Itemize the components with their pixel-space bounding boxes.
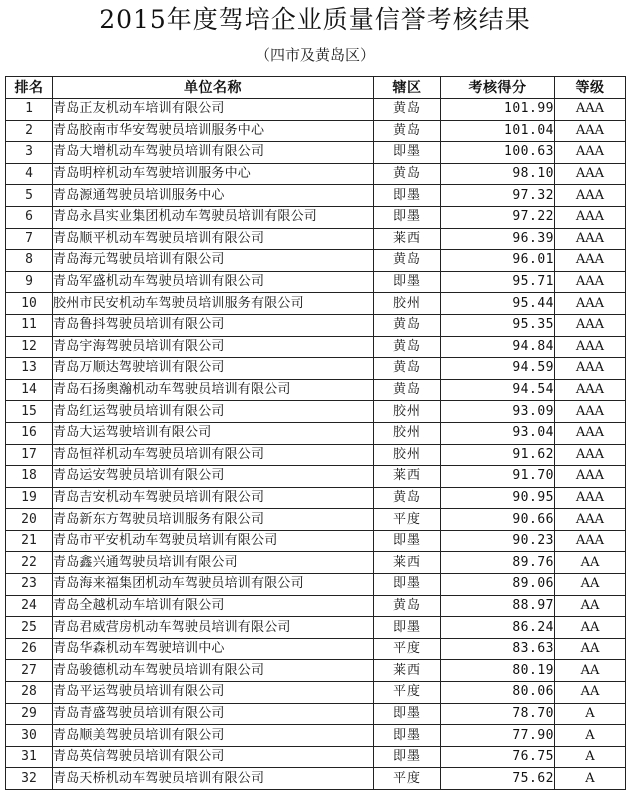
score-cell: 101.99 bbox=[441, 99, 555, 121]
grade-cell: AA bbox=[555, 682, 626, 704]
score-cell: 94.59 bbox=[441, 358, 555, 380]
table-row bbox=[6, 487, 626, 509]
score-cell: 94.54 bbox=[441, 379, 555, 401]
table-row bbox=[6, 163, 626, 185]
score-cell: 101.04 bbox=[441, 120, 555, 142]
table-row bbox=[6, 206, 626, 228]
table-row bbox=[6, 574, 626, 596]
company-name-cell: 青岛明梓机动车驾驶培训服务中心 bbox=[53, 163, 374, 185]
district-cell: 黄岛 bbox=[374, 120, 441, 142]
company-name-cell: 青岛恒祥机动车驾驶员培训有限公司 bbox=[53, 444, 374, 466]
rank-cell: 19 bbox=[6, 487, 53, 509]
header-rank: 排名 bbox=[6, 77, 53, 99]
district-cell: 莱西 bbox=[374, 552, 441, 574]
document-subtitle: （四市及黄岛区） bbox=[254, 46, 375, 64]
company-name-cell: 青岛青盛驾驶员培训有限公司 bbox=[53, 703, 374, 725]
score-cell: 77.90 bbox=[441, 725, 555, 747]
grade-cell: AAA bbox=[555, 379, 626, 401]
table-row bbox=[6, 99, 626, 121]
score-cell: 90.95 bbox=[441, 487, 555, 509]
rank-cell: 30 bbox=[6, 725, 53, 747]
grade-cell: AAA bbox=[555, 250, 626, 272]
rank-cell: 8 bbox=[6, 250, 53, 272]
company-name-cell: 青岛鲁抖驾驶员培训有限公司 bbox=[53, 314, 374, 336]
grade-cell: AAA bbox=[555, 530, 626, 552]
district-cell: 即墨 bbox=[374, 617, 441, 639]
rank-cell: 6 bbox=[6, 206, 53, 228]
score-cell: 98.10 bbox=[441, 163, 555, 185]
table-row bbox=[6, 768, 626, 790]
header-district: 辖区 bbox=[374, 77, 441, 99]
rank-cell: 20 bbox=[6, 509, 53, 531]
grade-cell: AAA bbox=[555, 142, 626, 164]
grade-cell: A bbox=[555, 703, 626, 725]
company-name-cell: 青岛宇海驾驶员培训有限公司 bbox=[53, 336, 374, 358]
score-cell: 96.01 bbox=[441, 250, 555, 272]
company-name-cell: 青岛大运驾驶培训有限公司 bbox=[53, 422, 374, 444]
grade-cell: AAA bbox=[555, 466, 626, 488]
district-cell: 即墨 bbox=[374, 530, 441, 552]
company-name-cell: 青岛红运驾驶员培训有限公司 bbox=[53, 401, 374, 423]
score-cell: 78.70 bbox=[441, 703, 555, 725]
district-cell: 黄岛 bbox=[374, 336, 441, 358]
score-cell: 100.63 bbox=[441, 142, 555, 164]
table-row bbox=[6, 401, 626, 423]
table-row bbox=[6, 358, 626, 380]
district-cell: 黄岛 bbox=[374, 250, 441, 272]
grade-cell: AA bbox=[555, 638, 626, 660]
grade-cell: AAA bbox=[555, 206, 626, 228]
table-row bbox=[6, 660, 626, 682]
rank-cell: 2 bbox=[6, 120, 53, 142]
district-cell: 即墨 bbox=[374, 703, 441, 725]
header-name: 单位名称 bbox=[53, 77, 374, 99]
score-cell: 97.32 bbox=[441, 185, 555, 207]
score-cell: 88.97 bbox=[441, 595, 555, 617]
table-row bbox=[6, 228, 626, 250]
table-row bbox=[6, 552, 626, 574]
district-cell: 莱西 bbox=[374, 660, 441, 682]
table-row bbox=[6, 250, 626, 272]
grade-cell: AAA bbox=[555, 163, 626, 185]
grade-cell: AA bbox=[555, 617, 626, 639]
header-score: 考核得分 bbox=[441, 77, 555, 99]
table-row bbox=[6, 336, 626, 358]
table-row bbox=[6, 120, 626, 142]
grade-cell: A bbox=[555, 768, 626, 790]
rank-cell: 3 bbox=[6, 142, 53, 164]
company-name-cell: 青岛平运驾驶员培训有限公司 bbox=[53, 682, 374, 704]
grade-cell: AAA bbox=[555, 422, 626, 444]
company-name-cell: 青岛正友机动车培训有限公司 bbox=[53, 99, 374, 121]
grade-cell: AAA bbox=[555, 336, 626, 358]
table-row bbox=[6, 185, 626, 207]
district-cell: 黄岛 bbox=[374, 358, 441, 380]
district-cell: 黄岛 bbox=[374, 99, 441, 121]
company-name-cell: 青岛大增机动车驾驶员培训有限公司 bbox=[53, 142, 374, 164]
score-cell: 91.70 bbox=[441, 466, 555, 488]
company-name-cell: 胶州市民安机动车驾驶员培训服务有限公司 bbox=[53, 293, 374, 315]
grade-cell: A bbox=[555, 746, 626, 768]
rank-cell: 23 bbox=[6, 574, 53, 596]
rank-cell: 1 bbox=[6, 99, 53, 121]
score-cell: 94.84 bbox=[441, 336, 555, 358]
district-cell: 即墨 bbox=[374, 574, 441, 596]
rank-cell: 24 bbox=[6, 595, 53, 617]
grade-cell: AAA bbox=[555, 271, 626, 293]
rank-cell: 26 bbox=[6, 638, 53, 660]
rank-cell: 9 bbox=[6, 271, 53, 293]
score-cell: 91.62 bbox=[441, 444, 555, 466]
rank-cell: 27 bbox=[6, 660, 53, 682]
rank-cell: 29 bbox=[6, 703, 53, 725]
district-cell: 即墨 bbox=[374, 142, 441, 164]
results-table bbox=[5, 76, 626, 790]
company-name-cell: 青岛运安驾驶员培训有限公司 bbox=[53, 466, 374, 488]
table-header-row bbox=[6, 77, 626, 99]
district-cell: 黄岛 bbox=[374, 163, 441, 185]
rank-cell: 14 bbox=[6, 379, 53, 401]
district-cell: 即墨 bbox=[374, 746, 441, 768]
district-cell: 黄岛 bbox=[374, 314, 441, 336]
district-cell: 即墨 bbox=[374, 271, 441, 293]
grade-cell: AAA bbox=[555, 228, 626, 250]
table-row bbox=[6, 509, 626, 531]
company-name-cell: 青岛军盛机动车驾驶员培训有限公司 bbox=[53, 271, 374, 293]
table-row bbox=[6, 725, 626, 747]
table-row bbox=[6, 142, 626, 164]
district-cell: 黄岛 bbox=[374, 595, 441, 617]
table-row bbox=[6, 293, 626, 315]
rank-cell: 13 bbox=[6, 358, 53, 380]
grade-cell: AAA bbox=[555, 99, 626, 121]
company-name-cell: 青岛华森机动车驾驶培训中心 bbox=[53, 638, 374, 660]
score-cell: 97.22 bbox=[441, 206, 555, 228]
rank-cell: 25 bbox=[6, 617, 53, 639]
company-name-cell: 青岛顺美驾驶员培训有限公司 bbox=[53, 725, 374, 747]
rank-cell: 16 bbox=[6, 422, 53, 444]
score-cell: 96.39 bbox=[441, 228, 555, 250]
rank-cell: 28 bbox=[6, 682, 53, 704]
company-name-cell: 青岛市平安机动车驾驶员培训有限公司 bbox=[53, 530, 374, 552]
table-row bbox=[6, 703, 626, 725]
company-name-cell: 青岛顺平机动车驾驶员培训有限公司 bbox=[53, 228, 374, 250]
district-cell: 即墨 bbox=[374, 206, 441, 228]
table-row bbox=[6, 271, 626, 293]
district-cell: 莱西 bbox=[374, 228, 441, 250]
table-row bbox=[6, 314, 626, 336]
table-body bbox=[6, 99, 626, 790]
rank-cell: 7 bbox=[6, 228, 53, 250]
district-cell: 胶州 bbox=[374, 401, 441, 423]
table-row bbox=[6, 530, 626, 552]
company-name-cell: 青岛新东方驾驶员培训服务有限公司 bbox=[53, 509, 374, 531]
company-name-cell: 青岛骏德机动车驾驶员培训有限公司 bbox=[53, 660, 374, 682]
grade-cell: AAA bbox=[555, 314, 626, 336]
table-row bbox=[6, 422, 626, 444]
score-cell: 80.19 bbox=[441, 660, 555, 682]
grade-cell: AA bbox=[555, 574, 626, 596]
district-cell: 平度 bbox=[374, 768, 441, 790]
grade-cell: AA bbox=[555, 552, 626, 574]
district-cell: 平度 bbox=[374, 682, 441, 704]
score-cell: 95.71 bbox=[441, 271, 555, 293]
table-row bbox=[6, 466, 626, 488]
company-name-cell: 青岛胶南市华安驾驶员培训服务中心 bbox=[53, 120, 374, 142]
district-cell: 即墨 bbox=[374, 185, 441, 207]
score-cell: 89.06 bbox=[441, 574, 555, 596]
grade-cell: AAA bbox=[555, 487, 626, 509]
company-name-cell: 青岛英信驾驶员培训有限公司 bbox=[53, 746, 374, 768]
rank-cell: 4 bbox=[6, 163, 53, 185]
company-name-cell: 青岛天桥机动车驾驶员培训有限公司 bbox=[53, 768, 374, 790]
company-name-cell: 青岛鑫兴通驾驶员培训有限公司 bbox=[53, 552, 374, 574]
table-row bbox=[6, 617, 626, 639]
rank-cell: 10 bbox=[6, 293, 53, 315]
grade-cell: AAA bbox=[555, 401, 626, 423]
company-name-cell: 青岛全越机动车培训有限公司 bbox=[53, 595, 374, 617]
rank-cell: 15 bbox=[6, 401, 53, 423]
grade-cell: AAA bbox=[555, 509, 626, 531]
score-cell: 80.06 bbox=[441, 682, 555, 704]
score-cell: 95.44 bbox=[441, 293, 555, 315]
company-name-cell: 青岛永昌实业集团机动车驾驶员培训有限公司 bbox=[53, 206, 374, 228]
district-cell: 莱西 bbox=[374, 466, 441, 488]
grade-cell: AAA bbox=[555, 185, 626, 207]
score-cell: 76.75 bbox=[441, 746, 555, 768]
grade-cell: AA bbox=[555, 595, 626, 617]
table-row bbox=[6, 595, 626, 617]
district-cell: 胶州 bbox=[374, 422, 441, 444]
company-name-cell: 青岛万顺达驾驶培训有限公司 bbox=[53, 358, 374, 380]
grade-cell: AAA bbox=[555, 293, 626, 315]
rank-cell: 5 bbox=[6, 185, 53, 207]
table-row bbox=[6, 638, 626, 660]
header-grade: 等级 bbox=[555, 77, 626, 99]
district-cell: 即墨 bbox=[374, 725, 441, 747]
rank-cell: 31 bbox=[6, 746, 53, 768]
company-name-cell: 青岛源通驾驶员培训服务中心 bbox=[53, 185, 374, 207]
table-row bbox=[6, 444, 626, 466]
grade-cell: AAA bbox=[555, 444, 626, 466]
score-cell: 75.62 bbox=[441, 768, 555, 790]
district-cell: 胶州 bbox=[374, 444, 441, 466]
company-name-cell: 青岛海元驾驶员培训有限公司 bbox=[53, 250, 374, 272]
rank-cell: 17 bbox=[6, 444, 53, 466]
rank-cell: 21 bbox=[6, 530, 53, 552]
table-row bbox=[6, 379, 626, 401]
rank-cell: 11 bbox=[6, 314, 53, 336]
company-name-cell: 青岛海来福集团机动车驾驶员培训有限公司 bbox=[53, 574, 374, 596]
score-cell: 90.66 bbox=[441, 509, 555, 531]
rank-cell: 22 bbox=[6, 552, 53, 574]
table-row bbox=[6, 746, 626, 768]
rank-cell: 18 bbox=[6, 466, 53, 488]
grade-cell: A bbox=[555, 725, 626, 747]
document-title: 2015年度驾培企业质量信誉考核结果 bbox=[99, 5, 531, 34]
grade-cell: AAA bbox=[555, 120, 626, 142]
score-cell: 83.63 bbox=[441, 638, 555, 660]
score-cell: 86.24 bbox=[441, 617, 555, 639]
score-cell: 93.04 bbox=[441, 422, 555, 444]
score-cell: 89.76 bbox=[441, 552, 555, 574]
rank-cell: 32 bbox=[6, 768, 53, 790]
company-name-cell: 青岛君威营房机动车驾驶员培训有限公司 bbox=[53, 617, 374, 639]
score-cell: 90.23 bbox=[441, 530, 555, 552]
grade-cell: AAA bbox=[555, 358, 626, 380]
district-cell: 胶州 bbox=[374, 293, 441, 315]
table-row bbox=[6, 682, 626, 704]
district-cell: 平度 bbox=[374, 638, 441, 660]
company-name-cell: 青岛吉安机动车驾驶员培训有限公司 bbox=[53, 487, 374, 509]
score-cell: 93.09 bbox=[441, 401, 555, 423]
score-cell: 95.35 bbox=[441, 314, 555, 336]
rank-cell: 12 bbox=[6, 336, 53, 358]
company-name-cell: 青岛石扬奥瀚机动车驾驶员培训有限公司 bbox=[53, 379, 374, 401]
district-cell: 黄岛 bbox=[374, 487, 441, 509]
grade-cell: AA bbox=[555, 660, 626, 682]
district-cell: 平度 bbox=[374, 509, 441, 531]
district-cell: 黄岛 bbox=[374, 379, 441, 401]
